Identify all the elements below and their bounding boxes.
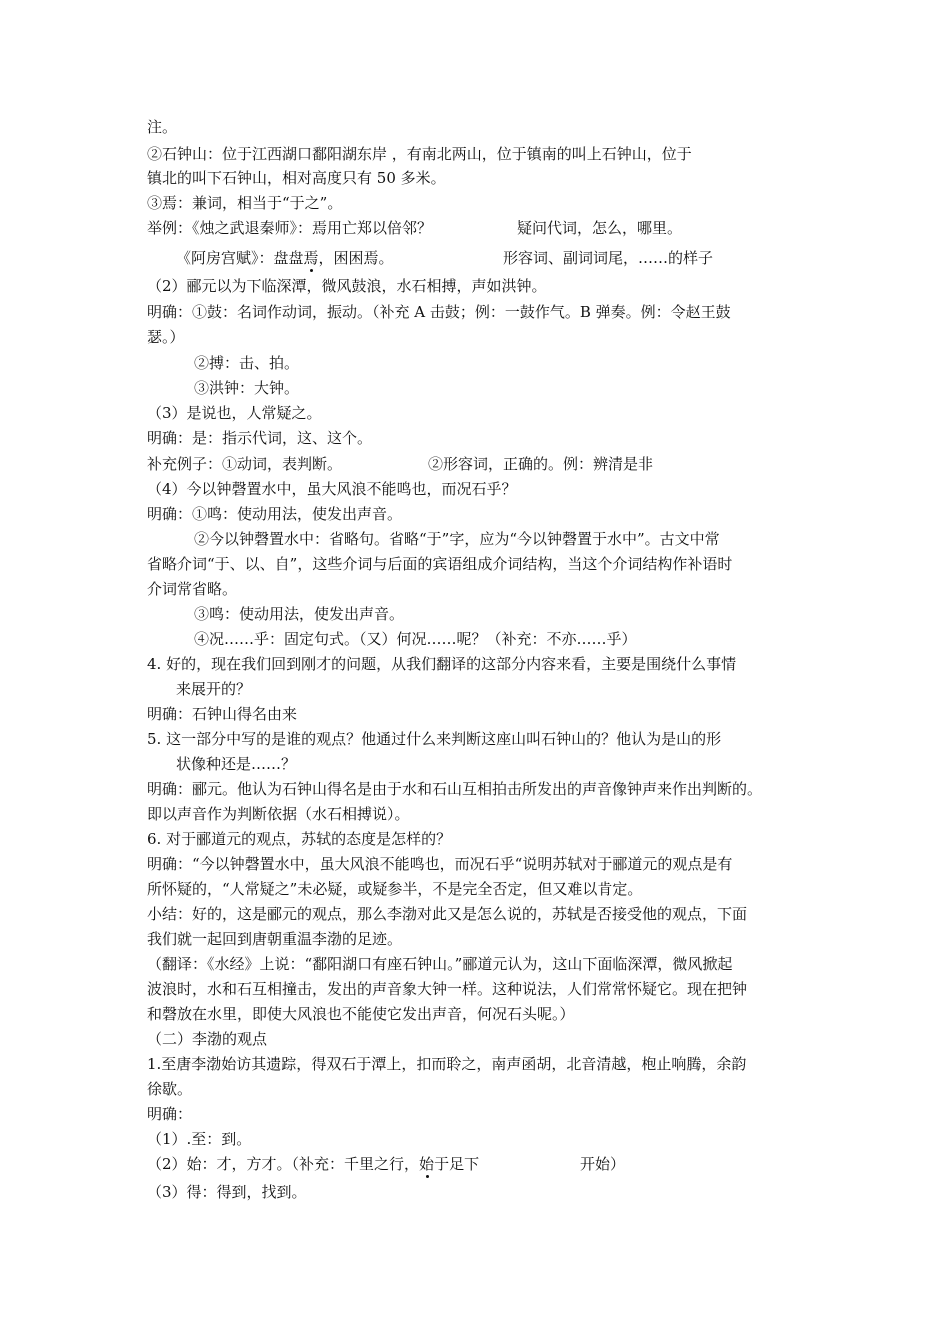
text-line: ②搏：击、拍。 (194, 354, 300, 372)
text-line: （3）是说也，人常疑之。 (147, 404, 322, 422)
text-line: 徐歇。 (147, 1080, 193, 1098)
text-line: 开始） (580, 1155, 626, 1173)
text-line: 明确：是：指示代词，这、这个。 (147, 429, 373, 447)
text-line: 明确：“今以钟磬置水中，虽大风浪不能鸣也，而况石乎“说明苏轼对于郦道元的观点是有 (147, 855, 733, 873)
text-line: （翻译：《水经》上说：“鄱阳湖口有座石钟山。”郦道元认为，这山下面临深潭，微风掀起 (147, 955, 733, 973)
text-line: 状像种还是……？ (176, 755, 297, 773)
text-line: 注。 (147, 118, 178, 136)
text-line: （4）今以钟磬置水中，虽大风浪不能鸣也，而况石乎？ (147, 480, 517, 498)
text-line: ②形容词，正确的。例：辨清是非 (428, 455, 654, 473)
text-line: （2）郦元以为下临深潭，微风鼓浪，水石相搏，声如洪钟。 (147, 277, 547, 295)
text-line: （3）得：得到，找到。 (147, 1183, 307, 1201)
emphasis-dot-char: 始 (419, 1155, 435, 1173)
text-line: 镇北的叫下石钟山，相对高度只有 50 多米。 (147, 169, 446, 187)
text-line: 介词常省略。 (147, 580, 238, 598)
text-line: 来展开的？ (176, 680, 252, 698)
text-line: 瑟。） (147, 328, 185, 346)
text-line: ②石钟山：位于江西湖口鄱阳湖东岸 ，有南北两山，位于镇南的叫上石钟山，位于 (147, 145, 692, 163)
text-segment: 于足下 (434, 1155, 480, 1173)
text-line (176, 248, 394, 268)
text-line: 形容词、副词词尾，……的样子 (503, 249, 714, 267)
text-line: 省略介词“于、以、自”，这些介词与后面的宾语组成介词结构，当这个介词结构作补语时 (147, 555, 733, 573)
text-line: ③焉：兼词，相当于“于之”。 (147, 194, 343, 212)
text-line: 举例：《烛之武退秦师》：焉用亡郑以倍邻？ (147, 219, 433, 237)
text-line: 明确：①鼓：名词作动词，振动。（补充 A 击鼓；例：一鼓作气。B 弹奏。例：令赵王鼓 (147, 303, 731, 321)
text-line: 疑问代词，怎么，哪里。 (517, 219, 683, 237)
text-line: 波浪时，水和石互相撞击，发出的声音象大钟一样。这种说法，人们常常怀疑它。现在把钟 (147, 980, 748, 998)
text-line: 明确： (147, 1105, 193, 1123)
text-line: ③洪钟：大钟。 (194, 379, 300, 397)
text-line: ④况……乎：固定句式。（又）何况……呢？（补充：不亦……乎） (194, 630, 637, 648)
text-line: 明确：郦元。他认为石钟山得名是由于水和石山互相拍击所发出的声音像钟声来作出判断的。 (147, 780, 763, 798)
text-segment: （2）始：才，方才。（补充：千里之行， (147, 1155, 420, 1173)
text-segment: ，困困焉。 (318, 249, 394, 267)
text-line: 和磬放在水里，即使大风浪也不能使它发出声音，何况石头呢。） (147, 1005, 575, 1023)
text-line: 补充例子：①动词，表判断。 (147, 455, 343, 473)
text-line: （1）.至：到。 (147, 1130, 252, 1148)
text-line: ③鸣：使动用法，使发出声音。 (194, 605, 405, 623)
text-segment: 《阿房宫赋》：盘盘 (176, 249, 304, 267)
emphasis-dot-char: 焉 (303, 249, 319, 267)
text-line: 我们就一起回到唐朝重温李渤的足迹。 (147, 930, 403, 948)
text-line: ②今以钟磬置水中：省略句。省略“于”字，应为“今以钟磬置于水中”。古文中常 (194, 530, 720, 548)
section-heading: （二）李渤的观点 (147, 1030, 268, 1048)
text-line: 小结：好的，这是郦元的观点，那么李渤对此又是怎么说的，苏轼是否接受他的观点，下面 (147, 905, 748, 923)
text-line: 所怀疑的，“人常疑之”未必疑，或疑参半，不是完全否定，但又难以肯定。 (147, 880, 643, 898)
text-line: 4. 好的，现在我们回到刚才的问题，从我们翻译的这部分内容来看，主要是围绕什么事情 (147, 655, 737, 673)
text-line: 5. 这一部分中写的是谁的观点？他通过什么来判断这座山叫石钟山的？他认为是山的形 (147, 730, 722, 748)
text-line: 6. 对于郦道元的观点，苏轼的态度是怎样的？ (147, 830, 452, 848)
text-line: 即以声音作为判断依据（水石相搏说）。 (147, 805, 410, 823)
text-line: 明确：石钟山得名由来 (147, 705, 298, 723)
text-line: 1.至唐李渤始访其遗踪，得双石于潭上，扣而聆之，南声函胡，北音清越，枹止响腾，余韵 (147, 1055, 747, 1073)
text-line: 明确：①鸣：使动用法，使发出声音。 (147, 505, 403, 523)
text-line (147, 1154, 479, 1174)
